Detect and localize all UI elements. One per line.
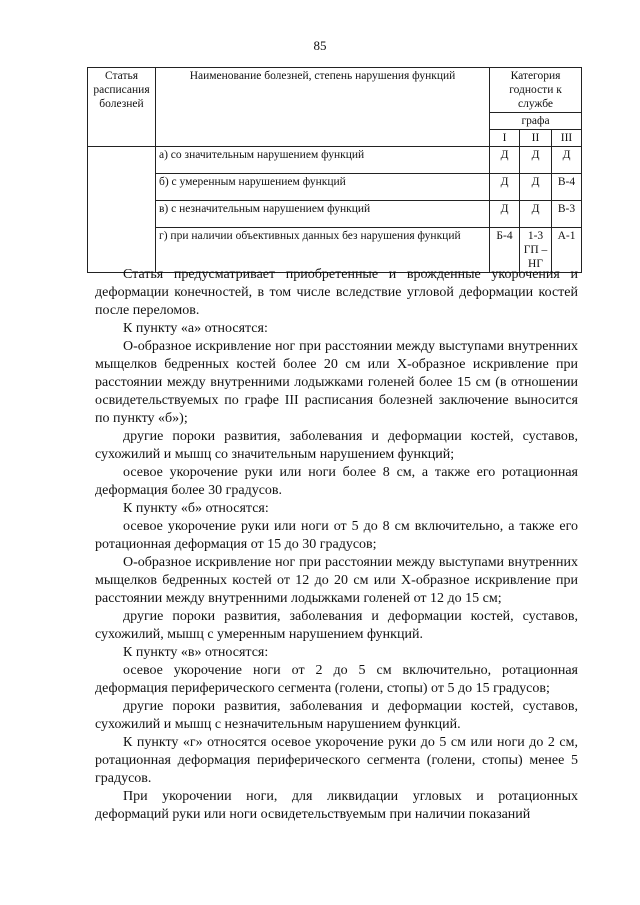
paragraph: О-образное искривление ног при расстоянии между выступами внутренних мыщелков бедренных костей более 20 см или Х-образное искривление при расстоянии между внутренними лодыжками голеней более 15 см (в отношении освидетельствуемых по графе III расписания болезней заключение выносится по пункту «б»); xyxy=(95,339,578,426)
paragraph: другие пороки развития, заболевания и деформации костей, суставов, сухожилий и мышц с незначительным нарушением функций. xyxy=(95,699,578,732)
cell-col-1: Д xyxy=(490,174,520,201)
cell-col-3: В-3 xyxy=(552,201,582,228)
header-column-group: графа xyxy=(490,113,582,130)
paragraph: осевое укорочение руки или ноги более 8 см, а также его ротационная деформация более 30 градусов. xyxy=(95,465,578,498)
row-text: б) с умеренным нарушением функций xyxy=(156,174,490,201)
header-name: Наименование болезней, степень нарушения функций xyxy=(156,68,490,147)
header-col-3: III xyxy=(552,130,582,147)
paragraph: О-образное искривление ног при расстоянии между выступами внутренних мыщелков бедренных костей от 12 до 20 см или Х-образное искривление при расстоянии между внутренними лодыжками голеней от 12 до 15 см; xyxy=(95,555,578,606)
row-text: в) с незначительным нарушением функций xyxy=(156,201,490,228)
table-row xyxy=(88,201,582,228)
cell-col-3: Д xyxy=(552,147,582,174)
cell-col-1: Д xyxy=(490,201,520,228)
cell-col-2: 1-3 ГП – НГ xyxy=(520,228,552,273)
paragraph: К пункту «б» относятся: xyxy=(123,501,269,516)
header-article: Статья расписания болезней xyxy=(88,68,156,147)
cell-col-2: Д xyxy=(520,201,552,228)
body-text xyxy=(95,266,578,824)
paragraph: другие пороки развития, заболевания и деформации костей, суставов, сухожилий и мышц со значительным нарушением функций; xyxy=(95,429,578,462)
article-cell xyxy=(88,147,156,273)
paragraph: При укорочении ноги, для ликвидации угловых и ротационных деформаций руки или ноги освидетельствуемым при наличии показаний xyxy=(95,789,578,822)
cell-col-2: Д xyxy=(520,174,552,201)
header-col-2: II xyxy=(520,130,552,147)
disease-table xyxy=(87,67,582,273)
paragraph: К пункту «в» относятся: xyxy=(123,645,269,660)
paragraph: Статья предусматривает приобретенные и врожденные укорочения и деформации конечностей, в том числе вследствие угловой деформации костей после переломов. xyxy=(95,267,578,318)
paragraph: К пункту «а» относятся: xyxy=(123,321,268,336)
cell-col-3: А-1 xyxy=(552,228,582,273)
row-text: а) со значительным нарушением функций xyxy=(156,147,490,174)
cell-col-1: Д xyxy=(490,147,520,174)
row-text: г) при наличии объективных данных без нарушения функций xyxy=(156,228,490,273)
header-col-1: I xyxy=(490,130,520,147)
table-row xyxy=(88,147,582,174)
table-row xyxy=(88,174,582,201)
header-category: Категория годности к службе xyxy=(490,68,582,113)
paragraph: К пункту «г» относятся осевое укорочение руки до 5 см или ноги до 2 см, ротационная деформация периферического сегмента (голени, стопы) менее 5 градусов. xyxy=(95,735,578,786)
paragraph: другие пороки развития, заболевания и деформации костей, суставов, сухожилий, мышц с умеренным нарушением функций. xyxy=(95,609,578,642)
paragraph: осевое укорочение ноги от 2 до 5 см включительно, ротационная деформация периферического сегмента (голени, стопы) от 5 до 15 градусов; xyxy=(95,663,578,696)
cell-col-3: В-4 xyxy=(552,174,582,201)
cell-col-2: Д xyxy=(520,147,552,174)
cell-col-1: Б-4 xyxy=(490,228,520,273)
page-number: 85 xyxy=(313,38,327,53)
paragraph: осевое укорочение руки или ноги от 5 до 8 см включительно, а также его ротационная деформация от 15 до 30 градусов; xyxy=(95,519,578,552)
